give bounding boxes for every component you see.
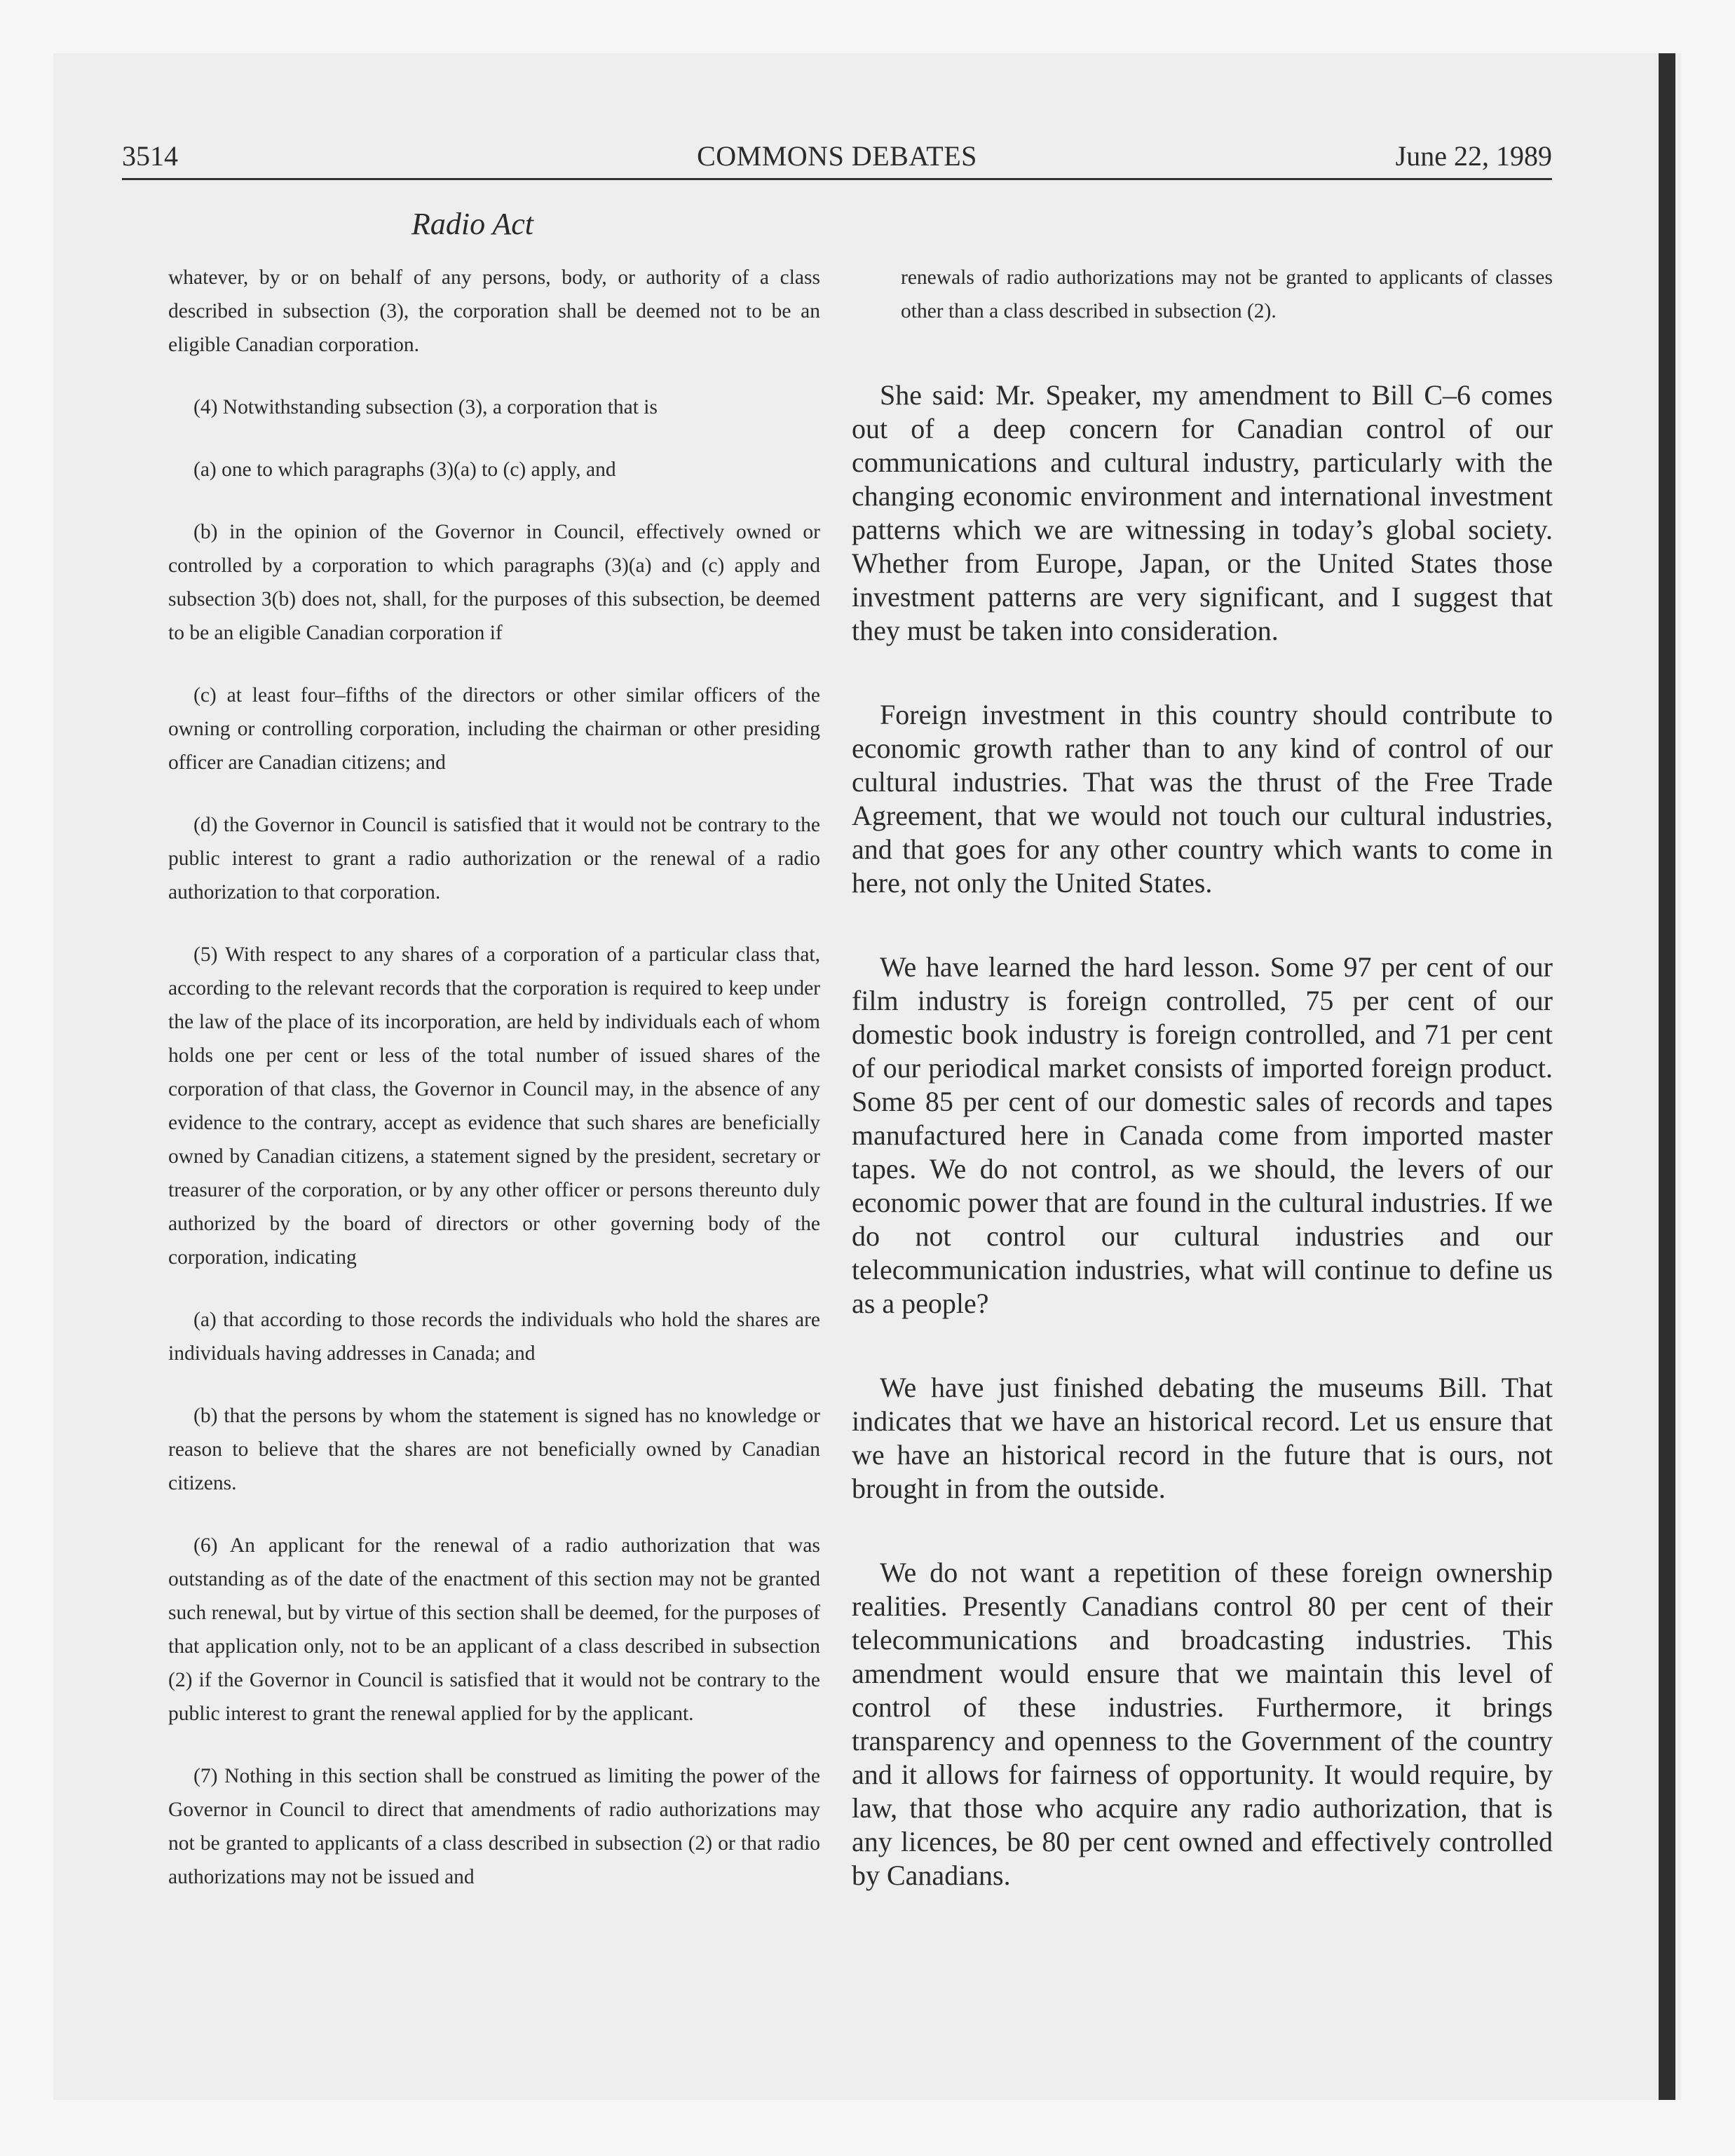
speech-paragraph-4: We have just finished debating the museums Bill. That indicates that we have an historical record. Let us ensure that we have an historical record in the future that is ours, not brought in from the outside.: [852, 1372, 1553, 1504]
paragraph-5b: (b) that the persons by whom the statement is signed has no knowledge or reason to believe that the shares are not beneficially owned by Canadian citizens.: [168, 1405, 820, 1494]
speech-paragraph-1: She said: Mr. Speaker, my amendment to Bill C–6 comes out of a deep concern for Canadian control of our communications and cultural industry, particularly with the changing economic environment and international investment patterns which we are witnessing in today’s global society. Whether from Europe, Japan, or the United States those investment patterns are very significant, and I suggest that they must be taken into consideration.: [852, 379, 1553, 646]
motion-ending: renewals of radio authorizations may not be granted to applicants of classes other than a class described in subsection (2).: [901, 266, 1553, 322]
subsection-4: (4) Notwithstanding subsection (3), a corporation that is: [193, 396, 658, 418]
page-number: 3514: [122, 140, 178, 172]
scan-edge-shadow: [1659, 53, 1675, 2100]
paragraph-4c: (c) at least four–fifths of the directors or other similar officers of the owning or controlling corporation, including the chairman or other presiding officer are Canadian citizens; and: [168, 684, 820, 774]
paragraph-4a: (a) one to which paragraphs (3)(a) to (c) apply, and: [193, 458, 616, 481]
speech-paragraph-3: We have learned the hard lesson. Some 97 per cent of our film industry is foreign controlled, 75 per cent of our domestic book industry is foreign controlled, and 71 per cent of our periodical market consists of imported foreign product. Some 85 per cent of our domestic sales of records and tapes manufactured here in Canada come from imported master tapes. We do not control, as we should, the levers of our economic power that are found in the cultural industries. If we do not control our cultural industries and our telecommunication industries, what will continue to define us as a people?: [852, 951, 1553, 1319]
speech-paragraph-2: Foreign investment in this country should contribute to economic growth rather than to any kind of control of our cultural industries. That was the thrust of the Free Trade Agreement, that we would not touch our cultural industries, and that goes for any other country which wants to come in here, not only the United States.: [852, 699, 1553, 899]
paragraph-4b: (b) in the opinion of the Governor in Council, effectively owned or controlled by a corporation to which paragraphs (3)(a) and (c) apply and subsection 3(b) does not, shall, for the purposes of this subsection, be deemed to be an eligible Canadian corporation if: [168, 521, 820, 644]
subsection-6: (6) An applicant for the renewal of a radio authorization that was outstanding as of the date of the enactment of this section may not be granted such renewal, but by virtue of this section shall be deemed, for the purposes of that application only, not to be an applicant of a class described in subsection (2) if the Governor in Council is satisfied that it would not be contrary to the public interest to grant the renewal applied for by the applicant.: [168, 1534, 820, 1725]
paragraph-4d: (d) the Governor in Council is satisfied that it would not be contrary to the public interest to grant a radio authorization or the renewal of a radio authorization to that corporation.: [168, 814, 820, 903]
speech-paragraph-5: We do not want a repetition of these foreign ownership realities. Presently Canadians control 80 per cent of their telecommunications and broadcasting industries. This amendment would ensure that we maintain this level of control of these industries. Furthermore, it brings transparency and openness to the Government of the country and it allows for fairness of opportunity. It would require, by law, that those who acquire any radio authorization, that is any licences, be 80 per cent owned and effectively controlled by Canadians.: [852, 1557, 1553, 1891]
header-rule: [122, 178, 1552, 180]
subsection-5: (5) With respect to any shares of a corporation of a particular class that, according to the relevant records that the corporation is required to keep under the law of the place of its incorporation, are held by individuals each of whom holds one per cent or less of the total number of issued shares of the corporation of that class, the Governor in Council may, in the absence of any evidence to the contrary, accept as evidence that such shares are beneficially owned by Canadian citizens, a statement signed by the president, secretary or treasurer of the corporation, or by any other officer or persons thereunto duly authorized by the board of directors or other governing body of the corporation, indicating: [168, 943, 820, 1269]
publication-date: June 22, 1989: [1395, 140, 1552, 172]
right-column: [852, 261, 1553, 1943]
subsection-7: (7) Nothing in this section shall be construed as limiting the power of the Governor in Council to direct that amendments of radio authorizations may not be granted to applicants of a class described in subsection (2) or that radio authorizations may not be issued and: [168, 1765, 820, 1888]
publication-title: COMMONS DEBATES: [697, 140, 977, 172]
page-header: [122, 135, 1552, 177]
motion-continuation: whatever, by or on behalf of any persons, body, or authority of a class described in subsection (3), the corporation shall be deemed not to be an eligible Canadian corporation.: [168, 266, 820, 356]
paragraph-5a: (a) that according to those records the individuals who hold the shares are individuals having addresses in Canada; and: [168, 1309, 820, 1365]
section-title: Radio Act: [411, 207, 533, 241]
left-column: [168, 261, 820, 1923]
